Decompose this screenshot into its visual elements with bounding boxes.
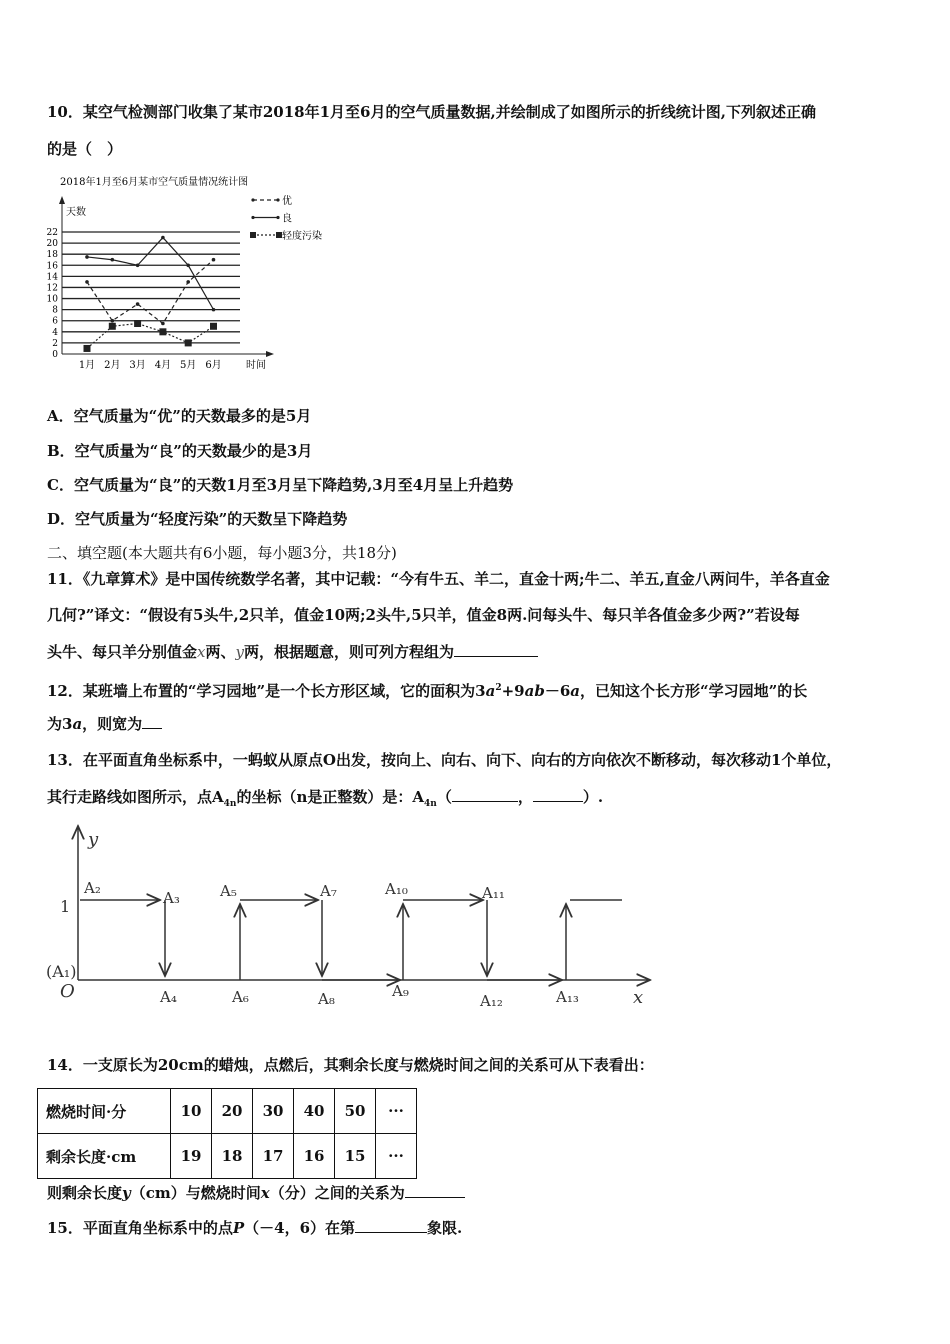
q13-line1: 13．在平面直角坐标系中，一蚂蚁从原点O出发，按向上、向右、向下、向右的方向依次不断移动，每次移动1个单位，	[47, 751, 842, 769]
y-tick-label: 6	[52, 316, 58, 327]
x-tick-label: 1月	[78, 360, 96, 371]
x-tick-label: 6月	[205, 360, 222, 371]
point-label: A₇	[320, 882, 337, 900]
y-tick-label: 10	[46, 294, 58, 305]
point-label: A₁₀	[385, 880, 408, 898]
table-row	[38, 1089, 417, 1134]
y-tick-label: 22	[46, 228, 58, 238]
y-tick-label: 8	[52, 305, 58, 316]
section-heading: 二、填空题(本大题共有6小题，每小题3分，共18分)	[47, 544, 397, 562]
x-tick-label: 3月	[129, 360, 146, 371]
table-cell: 16	[294, 1134, 335, 1179]
q10-line2: 的是（ ）	[47, 140, 123, 158]
candle-table	[37, 1088, 417, 1179]
table-cell: 15	[335, 1134, 376, 1179]
x-tick-label: 4月	[154, 360, 172, 371]
table-cell: ···	[376, 1134, 417, 1179]
y-tick-label: 12	[46, 283, 58, 294]
x-tick-label: 2月	[104, 360, 121, 371]
q15: 15．平面直角坐标系中的点P（－4，6）在第 象限.	[47, 1219, 463, 1237]
point-label: A₉	[392, 982, 409, 1000]
table-cell: 19	[171, 1134, 212, 1179]
tick-1: 1	[60, 897, 71, 916]
point-label: A₁₃	[556, 988, 579, 1006]
point-label: A₃	[163, 889, 180, 907]
q14-line2: 则剩余长度y（cm）与燃烧时间x（分）之间的关系为	[47, 1183, 465, 1203]
x-tick-label: 5月	[180, 360, 197, 371]
table-cell: 18	[212, 1134, 253, 1179]
table-cell: 40	[294, 1089, 335, 1134]
table-cell: 17	[253, 1134, 294, 1179]
point-label: A₅	[220, 882, 237, 900]
y-tick-label: 18	[46, 250, 58, 261]
q10-option-c: C．空气质量为“良”的天数1月至3月呈下降趋势,3月至4月呈上升趋势	[47, 476, 514, 494]
y-axis-title: 天数	[66, 207, 86, 218]
table-row	[38, 1134, 417, 1179]
q11-line3: 头牛、每只羊分别值金x两、y两，根据题意，则可列方程组为	[47, 642, 538, 662]
x-axis-title: 时间	[246, 360, 266, 371]
y-tick-label: 20	[46, 239, 58, 250]
table-header: 燃烧时间·分	[38, 1089, 171, 1134]
q10-option-a: A．空气质量为“优”的天数最多的是5月	[47, 407, 312, 425]
q11-line2: 几何?”译文：“假设有5头牛,2只羊，值金10两;2头牛,5只羊，值金8两.问每头牛、每只羊各值金多少两?”若设每	[47, 606, 800, 624]
point-label: A₈	[318, 990, 335, 1008]
table-cell: ···	[376, 1089, 417, 1134]
y-axis-label: y	[88, 829, 99, 850]
q14-line1: 14．一支原长为20cm的蜡烛，点燃后，其剩余长度与燃烧时间之间的关系可从下表看出：	[47, 1056, 654, 1074]
y-tick-label: 16	[46, 261, 58, 272]
y-tick-label: 14	[46, 272, 58, 283]
q12-line2: 为3a，则宽为	[47, 714, 162, 734]
y-tick-label: 2	[52, 338, 58, 349]
q10-line1: 10．某空气检测部门收集了某市2018年1月至6月的空气质量数据,并绘制成了如图所示的折线统计图,下列叙述正确	[47, 103, 816, 121]
y-tick-label: 0	[52, 350, 58, 360]
legend-label: 良	[282, 213, 292, 225]
point-label: A₄	[160, 988, 177, 1006]
table-cell: 20	[212, 1089, 253, 1134]
legend-label: 优	[282, 196, 292, 207]
table-cell: 10	[171, 1089, 212, 1134]
table-cell: 30	[253, 1089, 294, 1134]
q10-option-d: D．空气质量为“轻度污染”的天数呈下降趋势	[47, 510, 348, 528]
x-axis-label: x	[633, 987, 644, 1008]
point-label: A₂	[84, 879, 101, 897]
table-cell: 50	[335, 1089, 376, 1134]
q11-line1: 11．《九章算术》是中国传统数学名著，其中记载：“今有牛五、羊二，直金十两;牛二、羊五,直金八两问牛，羊各直金	[47, 570, 830, 588]
origin-label: O	[60, 981, 75, 1002]
y-tick-label: 4	[52, 327, 58, 338]
chart-title: 2018年1月至6月某市空气质量情况统计图	[60, 177, 249, 188]
q13-line2: 其行走路线如图所示，点$A_{4n}$的坐标（n是正整数）是：$A_{4n}$（ ， ）.	[47, 788, 604, 809]
point-label: A₁₂	[480, 992, 503, 1010]
label-a1: (A₁)	[46, 962, 77, 981]
table-header: 剩余长度·cm	[38, 1134, 171, 1179]
point-label: A₆	[232, 988, 249, 1006]
legend-label: 轻度污染	[282, 231, 322, 242]
q10-option-b: B．空气质量为“良”的天数最少的是3月	[47, 442, 313, 460]
point-label: A₁₁	[482, 884, 505, 902]
q12-line1: 12．某班墙上布置的“学习园地”是一个长方形区域，它的面积为$3a^2+9ab-6a$，已知这个长方形“学习园地”的长	[47, 682, 808, 700]
